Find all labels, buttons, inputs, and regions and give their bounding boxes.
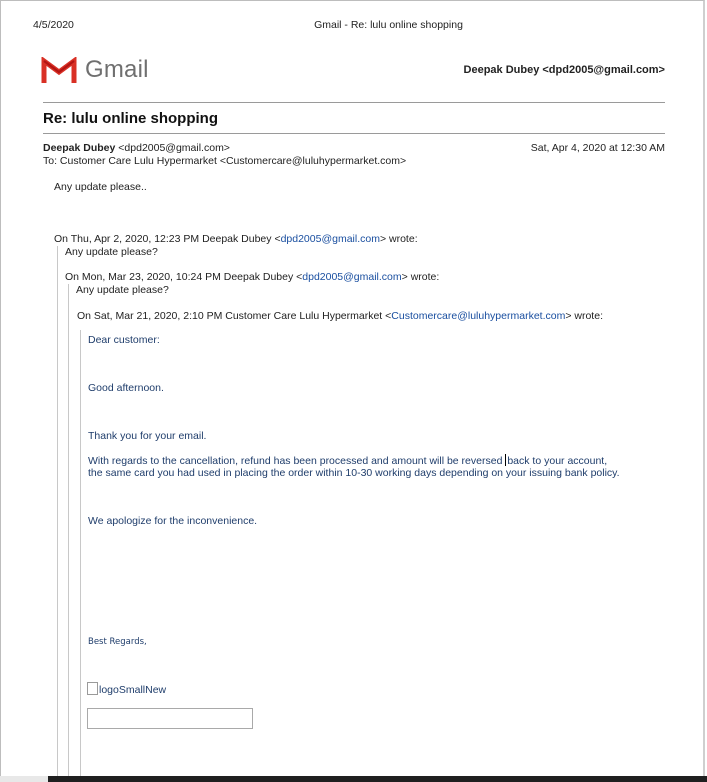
gmail-logo-text: Gmail bbox=[85, 56, 149, 83]
afternoon-line: Good afternoon. bbox=[88, 382, 164, 394]
quote-attribution: On Mon, Mar 23, 2020, 10:24 PM Deepak Dubey <dpd2005@gmail.com> wrote: bbox=[65, 271, 440, 283]
divider bbox=[43, 102, 665, 103]
refund-line-1: With regards to the cancellation, refund has been processed and amount will be reversed back to your account, bbox=[88, 455, 608, 467]
quote-bar bbox=[80, 330, 81, 782]
signoff: Best Regards, bbox=[88, 637, 147, 647]
print-date: 4/5/2020 bbox=[33, 19, 74, 31]
quote-bar bbox=[68, 284, 69, 782]
message-body: Any update please.. bbox=[54, 181, 147, 193]
quote-email-link[interactable]: Customercare@luluhypermarket.com bbox=[391, 310, 566, 322]
print-title: Gmail - Re: lulu online shopping bbox=[314, 19, 463, 31]
sender-email: <dpd2005@gmail.com> bbox=[118, 142, 230, 154]
logo-alt-text: logoSmallNew bbox=[99, 683, 167, 696]
bottom-bar bbox=[0, 776, 707, 782]
quote-email-link[interactable]: dpd2005@gmail.com bbox=[302, 271, 402, 283]
sender bbox=[43, 142, 406, 155]
recipient: To: Customer Care Lulu Hypermarket <Customercare@luluhypermarket.com> bbox=[43, 155, 407, 167]
gmail-m-logo-icon bbox=[41, 57, 77, 84]
sender-name: Deepak Dubey bbox=[43, 142, 116, 154]
gmail-logo bbox=[41, 55, 149, 85]
message-header bbox=[43, 142, 406, 168]
quote-attribution: On Sat, Mar 21, 2020, 2:10 PM Customer Care Lulu Hypermarket <Customercare@luluhypermarket.com> wrote: bbox=[77, 310, 603, 322]
account-email: Deepak Dubey <dpd2005@gmail.com> bbox=[463, 64, 665, 76]
thanks-line: Thank you for your email. bbox=[88, 430, 207, 442]
quote-bar bbox=[57, 246, 58, 782]
empty-image-box bbox=[87, 708, 253, 729]
message-date: Sat, Apr 4, 2020 at 12:30 AM bbox=[530, 142, 665, 154]
quote-body: Any update please? bbox=[65, 246, 158, 258]
refund-line-2: the same card you had used in placing the order within 10-30 working days depending on your issuing bank policy. bbox=[88, 467, 620, 479]
signature-logo-image bbox=[87, 683, 166, 696]
apology-line: We apologize for the inconvenience. bbox=[88, 515, 258, 527]
thread-subject: Re: lulu online shopping bbox=[43, 110, 218, 127]
divider bbox=[43, 133, 665, 134]
broken-image-icon bbox=[87, 682, 98, 695]
greeting: Dear customer: bbox=[88, 334, 160, 346]
quote-body: Any update please? bbox=[76, 284, 169, 296]
quote-attribution: On Thu, Apr 2, 2020, 12:23 PM Deepak Dubey <dpd2005@gmail.com> wrote: bbox=[54, 233, 418, 245]
quote-email-link[interactable]: dpd2005@gmail.com bbox=[280, 233, 380, 245]
